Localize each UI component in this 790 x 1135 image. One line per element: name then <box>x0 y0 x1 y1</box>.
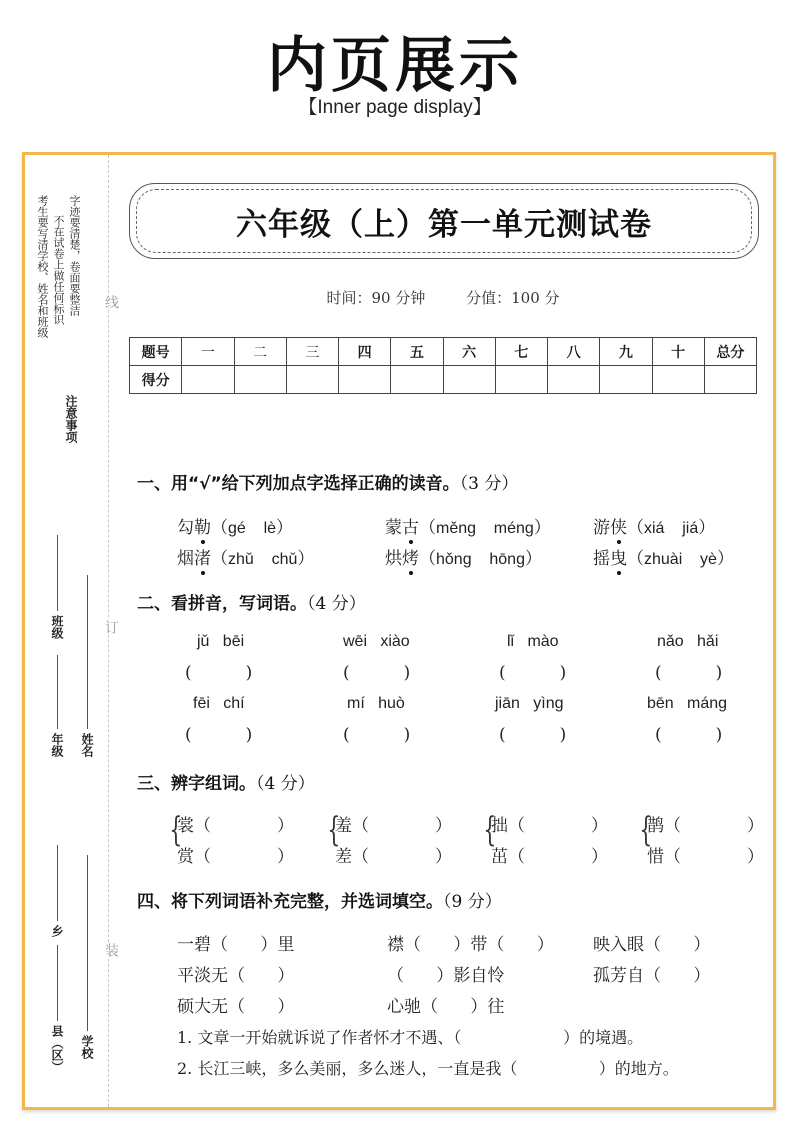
section-4-title <box>137 887 502 912</box>
pinyin-prompt: bēn máng <box>647 695 728 712</box>
paren-close: ） <box>591 847 608 867</box>
char-prompt: 差（ <box>335 847 369 867</box>
cut-mark-ding: 订 <box>103 620 119 634</box>
score-cell[interactable] <box>182 366 234 394</box>
score-cell[interactable] <box>339 366 391 394</box>
exam-score: 分值：100 分 <box>466 289 560 307</box>
name-blank <box>87 575 88 729</box>
char-prompt: 鹊（ <box>647 816 681 836</box>
school-blank <box>87 855 88 1031</box>
score-table-header-row <box>130 338 757 366</box>
dotted-char: 曳 <box>610 544 627 569</box>
answer-blank[interactable]: ( ) <box>343 663 411 683</box>
score-table-head: 九 <box>600 338 652 366</box>
class-label: 班级 <box>50 615 64 639</box>
pinyin-options: hǒng hōng <box>436 551 525 568</box>
page-subheading: 【Inner page display】 <box>298 97 492 118</box>
score-table-head: 五 <box>391 338 443 366</box>
answer-blank[interactable]: ( ) <box>655 725 723 745</box>
score-table-head: 二 <box>234 338 286 366</box>
char: 游 <box>593 518 610 538</box>
brace-icon: { <box>483 810 497 850</box>
pinyin-prompt: jiān yìng <box>495 695 564 712</box>
paren-close: ） <box>591 816 608 836</box>
name-label: 姓名 <box>80 733 94 757</box>
score-cell[interactable] <box>600 366 652 394</box>
fill-sentence-1[interactable]: 1. 文章一开始就诉说了作者怀才不遇、（ ）的境遇。 <box>177 1028 644 1047</box>
section-1-heading: 一、用“√”给下列加点字选择正确的读音。 <box>137 474 460 494</box>
answer-blank[interactable]: ( ) <box>343 725 411 745</box>
idiom-fill-item[interactable]: 一碧（ ）里 <box>177 935 295 955</box>
county-label: 县（区） <box>50 1025 64 1073</box>
pinyin-prompt: lǐ mào <box>507 633 559 650</box>
dotted-char: 勒 <box>194 513 211 538</box>
section-3-points: （4 分） <box>256 774 315 794</box>
reading-item[interactable] <box>385 544 542 569</box>
reading-item[interactable] <box>385 513 551 538</box>
idiom-fill-item[interactable]: （ ）影自怜 <box>387 966 505 986</box>
char-prompt: 裳（ <box>177 816 211 836</box>
section-3-title <box>137 769 315 794</box>
char-prompt: 惜（ <box>647 847 681 867</box>
brace-icon: { <box>327 810 341 850</box>
answer-blank[interactable]: ( ) <box>185 663 253 683</box>
score-cell[interactable] <box>286 366 338 394</box>
dotted-char: 渚 <box>194 544 211 569</box>
paren-close: ） <box>297 549 315 569</box>
paren-open: （ <box>419 549 436 569</box>
idiom-fill-item[interactable]: 映入眼（ ） <box>593 935 711 955</box>
score-cell[interactable] <box>652 366 704 394</box>
pinyin-options: zhuài yè <box>644 551 717 568</box>
title-frame <box>129 183 759 259</box>
page-heading: 内页展示 <box>267 31 523 101</box>
paren-open: （ <box>211 518 228 538</box>
section-4-points: （9 分） <box>443 892 502 912</box>
paren-close: ） <box>277 816 294 836</box>
paren-close: ） <box>276 518 294 538</box>
score-table-head: 一 <box>182 338 234 366</box>
cut-mark-xian: 线 <box>103 295 119 309</box>
char: 烘 <box>385 549 402 569</box>
section-2-heading: 二、看拼音，写词语。 <box>137 594 307 614</box>
char-prompt: 羞（ <box>335 816 369 836</box>
notes-line-2: 不在试卷上做任何标识 <box>52 215 65 325</box>
fill-sentence-2[interactable]: 2. 长江三峡，多么美丽，多么迷人，一直是我（ ）的地方。 <box>177 1059 679 1078</box>
score-table-head: 八 <box>548 338 600 366</box>
paren-close: ） <box>747 847 764 867</box>
section-2-points: （4 分） <box>307 594 366 614</box>
idiom-fill-item[interactable]: 孤芳自（ ） <box>593 966 711 986</box>
score-table-head: 十 <box>652 338 704 366</box>
char-prompt: 茁（ <box>491 847 525 867</box>
score-row-label: 得分 <box>130 366 182 394</box>
section-4-heading: 四、将下列词语补充完整，并选词填空。 <box>137 892 443 912</box>
char: 摇 <box>593 549 610 569</box>
char: 勾 <box>177 518 194 538</box>
answer-blank[interactable]: ( ) <box>655 663 723 683</box>
exam-paper <box>22 152 776 1110</box>
score-cell[interactable] <box>548 366 600 394</box>
score-table-head: 题号 <box>130 338 182 366</box>
char: 蒙 <box>385 518 402 538</box>
reading-item[interactable] <box>593 513 715 538</box>
idiom-fill-item[interactable]: 襟（ ）带（ ） <box>387 935 554 955</box>
char: 烟 <box>177 549 194 569</box>
notes-line-3: 字迹要清楚，卷面要整洁 <box>68 195 81 316</box>
pinyin-prompt: fēi chí <box>193 695 245 712</box>
notes-line-1: 考生要写清学校、姓名和班级 <box>36 195 49 338</box>
score-cell[interactable] <box>495 366 547 394</box>
paren-close: ） <box>524 549 542 569</box>
score-table <box>129 337 757 394</box>
answer-blank[interactable]: ( ) <box>185 725 253 745</box>
grade-label: 年级 <box>50 733 64 757</box>
brace-icon: { <box>639 810 653 850</box>
pinyin-prompt: wēi xiào <box>343 633 410 650</box>
idiom-fill-item[interactable]: 硕大无（ ） <box>177 997 295 1017</box>
score-cell[interactable] <box>391 366 443 394</box>
section-2-title <box>137 589 366 614</box>
char-prompt: 赏（ <box>177 847 211 867</box>
pinyin-options: gé lè <box>228 520 277 537</box>
score-table-head: 三 <box>286 338 338 366</box>
paren-close: ） <box>533 518 551 538</box>
exam-time: 时间：90 分钟 <box>326 289 426 307</box>
score-table-head: 总分 <box>704 338 756 366</box>
pinyin-options: zhǔ chǔ <box>228 551 298 568</box>
dotted-char: 烤 <box>402 544 419 569</box>
paren-open: （ <box>419 518 436 538</box>
score-table-head: 六 <box>443 338 495 366</box>
section-3-heading: 三、辨字组词。 <box>137 774 256 794</box>
answer-blank[interactable]: ( ) <box>499 725 567 745</box>
score-cell[interactable] <box>704 366 756 394</box>
paren-close: ） <box>435 816 452 836</box>
score-cell[interactable] <box>234 366 286 394</box>
word-group-item[interactable] <box>177 842 294 867</box>
idiom-fill-item[interactable]: 平淡无（ ） <box>177 966 295 986</box>
reading-item[interactable] <box>177 544 314 569</box>
paren-close: ） <box>747 816 764 836</box>
notes-label: 注意事项 <box>64 395 78 443</box>
pinyin-prompt: mí huò <box>347 695 405 712</box>
score-table-head: 七 <box>495 338 547 366</box>
pinyin-prompt: nǎo hǎi <box>657 633 719 650</box>
pinyin-prompt: jǔ bēi <box>197 633 245 650</box>
dotted-char: 侠 <box>610 513 627 538</box>
paren-close: ） <box>435 847 452 867</box>
char-prompt: 拙（ <box>491 816 525 836</box>
paren-close: ） <box>716 549 734 569</box>
score-cell[interactable] <box>443 366 495 394</box>
paren-open: （ <box>627 549 644 569</box>
cut-mark-zhuang: 装 <box>103 943 119 957</box>
paren-close: ） <box>277 847 294 867</box>
section-1-title <box>137 469 518 494</box>
word-group-item[interactable] <box>491 811 608 836</box>
exam-title: 六年级（上）第一单元测试卷 <box>136 189 752 253</box>
section-1-points: （3 分） <box>459 474 519 494</box>
pinyin-options: měng méng <box>436 520 534 537</box>
county-blank <box>57 945 58 1021</box>
idiom-fill-item[interactable]: 心驰（ ）往 <box>387 997 505 1017</box>
word-group-item[interactable] <box>335 842 452 867</box>
score-table-head: 四 <box>339 338 391 366</box>
reading-item[interactable] <box>177 513 293 538</box>
reading-item[interactable] <box>593 544 734 569</box>
brace-icon: { <box>169 810 183 850</box>
answer-blank[interactable]: ( ) <box>499 663 567 683</box>
word-group-item[interactable] <box>177 811 294 836</box>
dotted-char: 古 <box>402 513 419 538</box>
word-group-item[interactable] <box>335 811 452 836</box>
grade-blank <box>57 655 58 729</box>
class-blank <box>57 535 58 611</box>
township-blank <box>57 845 58 921</box>
paren-open: （ <box>627 518 644 538</box>
paren-close: ） <box>698 518 716 538</box>
time-score-line <box>129 287 757 308</box>
pinyin-options: xiá jiá <box>644 520 699 537</box>
township-label: 乡 <box>50 925 64 937</box>
score-table-score-row <box>130 366 757 394</box>
word-group-item[interactable] <box>647 842 764 867</box>
word-group-item[interactable] <box>491 842 608 867</box>
paren-open: （ <box>211 549 228 569</box>
school-label: 学校 <box>80 1035 94 1059</box>
word-group-item[interactable] <box>647 811 764 836</box>
